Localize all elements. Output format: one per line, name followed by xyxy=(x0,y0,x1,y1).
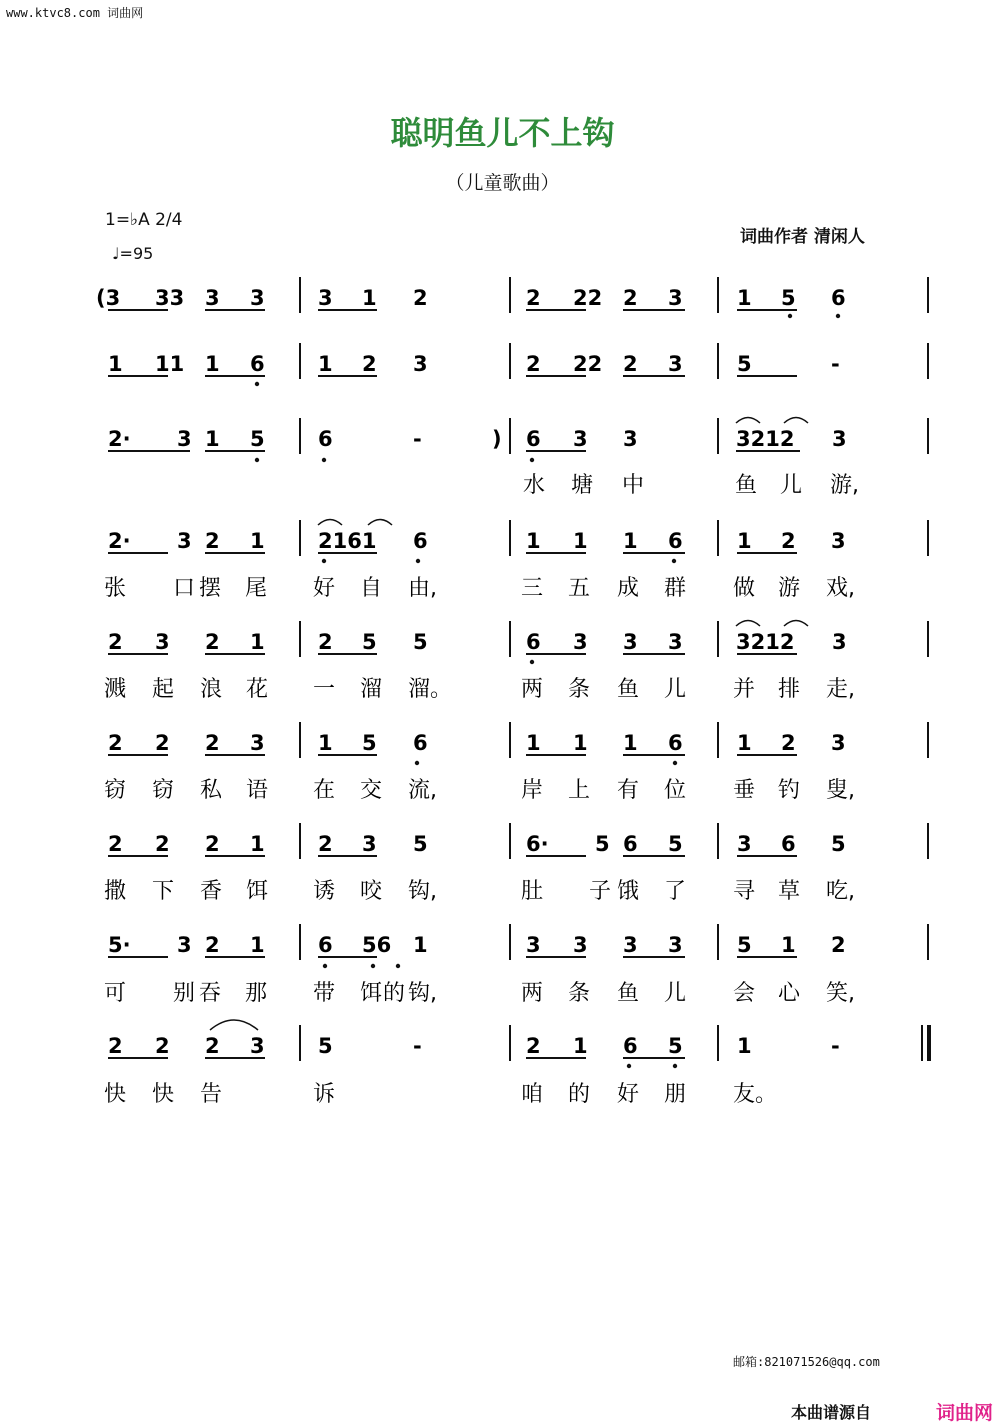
lyric-char: 成 xyxy=(617,576,640,601)
note: 2 xyxy=(205,933,220,957)
lyric-char: 张 xyxy=(104,576,127,601)
lyric-char: 咬 xyxy=(360,879,383,904)
lyric-char: 由, xyxy=(408,576,437,601)
note: 1 xyxy=(573,529,588,553)
note: 6· xyxy=(526,832,549,856)
lyric-char: 溜。 xyxy=(408,677,453,702)
note: 5 xyxy=(668,1034,683,1058)
note: 5 xyxy=(781,286,796,310)
slur xyxy=(736,621,760,627)
lyric-char: 游 xyxy=(778,576,801,601)
note: 2 xyxy=(205,731,220,755)
watermark: www.ktvc8.com 词曲网 xyxy=(6,6,144,20)
note: 5· xyxy=(108,933,131,957)
lyric-char: 饵 xyxy=(246,879,269,904)
lyric-char: 游, xyxy=(830,473,859,498)
octave-dot xyxy=(673,761,677,765)
lyric-char: 浪 xyxy=(200,677,223,702)
slur xyxy=(368,520,392,526)
note: - xyxy=(413,427,422,451)
note: 5 xyxy=(413,832,428,856)
note: 2 xyxy=(781,529,796,553)
lyric-char: 在 xyxy=(313,778,336,803)
note: 1 xyxy=(781,933,796,957)
lyric-char: 下 xyxy=(152,879,175,904)
note: 3 xyxy=(177,933,192,957)
note: 2 xyxy=(526,352,541,376)
octave-dot xyxy=(371,964,375,968)
note: 5 xyxy=(362,630,377,654)
note: 6 xyxy=(526,427,541,451)
lyric-char: 三 xyxy=(521,576,544,601)
lyric-char: 语 xyxy=(246,778,269,803)
note: 3 xyxy=(155,630,170,654)
note: 3212 xyxy=(736,630,795,654)
lyric-char: 垂 xyxy=(733,778,756,803)
note: 2 xyxy=(205,529,220,553)
note: 2 xyxy=(108,731,123,755)
lyric-char: 友。 xyxy=(733,1082,778,1107)
note: 6 xyxy=(831,286,846,310)
lyric-char: 两 xyxy=(521,677,544,702)
lyric-char: 鱼 xyxy=(617,677,640,702)
octave-dot xyxy=(255,458,259,462)
lyric-char: 摆 xyxy=(199,576,222,601)
note: 6 xyxy=(413,731,428,755)
lyric-char: 饿 xyxy=(617,879,640,904)
note: 5 xyxy=(737,352,752,376)
lyric-char: 儿 xyxy=(780,473,803,498)
lyric-char: 条 xyxy=(568,677,591,702)
note: 1 xyxy=(362,286,377,310)
note: 3 xyxy=(668,286,683,310)
lyric-char: 流, xyxy=(408,778,437,803)
lyric-char: 溜 xyxy=(360,677,383,702)
note: 3 xyxy=(668,933,683,957)
tempo-marking: ♩=95 xyxy=(112,244,154,263)
note: 5 xyxy=(831,832,846,856)
note: 2 xyxy=(318,630,333,654)
lyric-char: 一 xyxy=(313,677,336,702)
lyric-char: 交 xyxy=(360,778,383,803)
lyric-char: 儿 xyxy=(664,981,687,1006)
note: 2 xyxy=(623,352,638,376)
note: 5 xyxy=(318,1034,333,1058)
note: 2161 xyxy=(318,529,377,553)
note: 6 xyxy=(623,832,638,856)
note: 3 xyxy=(250,731,265,755)
note: 1 xyxy=(250,832,265,856)
lyric-char: 窃 xyxy=(152,778,175,803)
lyric-char: 叟, xyxy=(826,778,855,803)
note: 5 xyxy=(362,731,377,755)
note: 3 xyxy=(623,933,638,957)
lyric-char: 戏, xyxy=(826,576,855,601)
lyric-char: 寻 xyxy=(733,879,756,904)
lyric-char: 排 xyxy=(778,677,801,702)
lyric-char: 那 xyxy=(245,981,268,1006)
note: 3 xyxy=(318,286,333,310)
note: 3 xyxy=(177,529,192,553)
note: 2 xyxy=(155,1034,170,1058)
note: 3 xyxy=(250,1034,265,1058)
lyric-char: 吃, xyxy=(826,879,855,904)
slur xyxy=(784,621,808,627)
note: 2 xyxy=(155,832,170,856)
note: 22 xyxy=(573,352,603,376)
note: 2 xyxy=(108,1034,123,1058)
lyric-char: 撒 xyxy=(104,879,127,904)
note: 2 xyxy=(413,286,428,310)
octave-dot xyxy=(788,314,792,318)
octave-dot xyxy=(836,314,840,318)
note: 3212 xyxy=(736,427,795,451)
note: 5 xyxy=(250,427,265,451)
lyric-char: 两 xyxy=(521,981,544,1006)
lyric-char: 的 xyxy=(568,1082,591,1107)
note: 3 xyxy=(573,933,588,957)
note: 6 xyxy=(668,529,683,553)
lyric-char: 鱼 xyxy=(617,981,640,1006)
lyric-char: 塘 xyxy=(571,473,594,498)
lyric-char: 钓 xyxy=(778,778,801,803)
note: 1 xyxy=(737,529,752,553)
note: 3 xyxy=(832,630,847,654)
lyric-char: 会 xyxy=(733,981,756,1006)
note: 3 xyxy=(623,630,638,654)
note: 2 xyxy=(362,352,377,376)
note: 3 xyxy=(831,731,846,755)
lyric-char: 群 xyxy=(664,576,687,601)
lyric-char: 做 xyxy=(733,576,756,601)
note: 6 xyxy=(318,427,333,451)
lyric-char: 草 xyxy=(778,879,801,904)
lyric-char: 水 xyxy=(523,473,546,498)
slur xyxy=(736,418,760,424)
lyric-char: 条 xyxy=(568,981,591,1006)
note: 6 xyxy=(250,352,265,376)
note: - xyxy=(413,1034,422,1058)
slur xyxy=(210,1020,258,1030)
octave-dot xyxy=(416,559,420,563)
lyric-char: 儿 xyxy=(664,677,687,702)
note: 56 xyxy=(362,933,392,957)
note: 3 xyxy=(362,832,377,856)
note: 3 xyxy=(526,933,541,957)
lyric-char: 中 xyxy=(622,473,645,498)
lyric-char: 香 xyxy=(200,879,223,904)
lyric-char: 钩, xyxy=(408,981,437,1006)
lyric-char: 吞 xyxy=(199,981,222,1006)
lyric-char: 并 xyxy=(733,677,756,702)
note: 2 xyxy=(781,731,796,755)
note: 2 xyxy=(526,286,541,310)
note: 1 xyxy=(623,529,638,553)
octave-dot xyxy=(415,761,419,765)
lyric-char: 有 xyxy=(617,778,640,803)
note: 6 xyxy=(668,731,683,755)
source-text: 本曲谱源自 xyxy=(791,1403,872,1422)
lyric-char: 尾 xyxy=(245,576,268,601)
note: 5 xyxy=(413,630,428,654)
note: 1 xyxy=(250,630,265,654)
lyric-char: 五 xyxy=(568,576,591,601)
note: 3 xyxy=(413,352,428,376)
lyric-char: 咱 xyxy=(521,1082,544,1107)
note: 2· xyxy=(108,529,131,553)
song-title: 聪明鱼儿不上钩 xyxy=(390,114,615,152)
note: 6 xyxy=(413,529,428,553)
lyric-char: 肚 xyxy=(521,879,544,904)
note: 3 xyxy=(177,427,192,451)
note: 3 xyxy=(205,286,220,310)
note: 1 xyxy=(573,1034,588,1058)
note: 6 xyxy=(623,1034,638,1058)
note: 2 xyxy=(831,933,846,957)
lyric-char: 饵 xyxy=(360,981,383,1006)
note: 3 xyxy=(831,529,846,553)
lyric-char: 快 xyxy=(104,1082,127,1107)
note: 3 xyxy=(623,427,638,451)
note: 2 xyxy=(205,832,220,856)
note: 5 xyxy=(668,832,683,856)
lyric-char: 鱼 xyxy=(735,473,758,498)
octave-dot xyxy=(322,458,326,462)
lyric-char: 带 xyxy=(313,981,336,1006)
note: 1 xyxy=(318,352,333,376)
note: 1 xyxy=(623,731,638,755)
lyric-char: 诱 xyxy=(313,879,336,904)
lyric-char: 告 xyxy=(200,1082,223,1107)
note: 1 xyxy=(250,933,265,957)
lyric-char: 笑, xyxy=(826,981,855,1006)
note: 1 xyxy=(737,1034,752,1058)
slur xyxy=(318,520,342,526)
lyric-char: 自 xyxy=(360,576,383,601)
note: (3 xyxy=(96,286,121,310)
note: - xyxy=(831,352,840,376)
octave-dot xyxy=(627,1064,631,1068)
note: 3 xyxy=(668,630,683,654)
note: 5 xyxy=(595,832,610,856)
note: 1 xyxy=(573,731,588,755)
note: 2 xyxy=(205,1034,220,1058)
note: 1 xyxy=(205,427,220,451)
octave-dot xyxy=(396,964,400,968)
octave-dot xyxy=(323,964,327,968)
email-address: 邮箱:821071526@qq.com xyxy=(733,1355,880,1369)
lyric-char: 诉 xyxy=(313,1082,336,1107)
lyric-char: 上 xyxy=(568,778,591,803)
song-subtitle: （儿童歌曲） xyxy=(445,172,560,194)
lyric-char: 岸 xyxy=(521,778,544,803)
lyric-char: 起 xyxy=(152,677,175,702)
lyric-char: 钩, xyxy=(408,879,437,904)
note: 3 xyxy=(668,352,683,376)
note: 22 xyxy=(573,286,603,310)
note: 1 xyxy=(250,529,265,553)
lyric-char: 好 xyxy=(313,576,336,601)
note: 33 xyxy=(155,286,185,310)
note: 6 xyxy=(781,832,796,856)
note: 1 xyxy=(526,731,541,755)
note: 2 xyxy=(526,1034,541,1058)
note: 1 xyxy=(205,352,220,376)
octave-dot xyxy=(672,559,676,563)
octave-dot xyxy=(673,1064,677,1068)
lyric-char: 的 xyxy=(383,981,406,1006)
note: 2 xyxy=(108,832,123,856)
octave-dot xyxy=(255,382,259,386)
note: 1 xyxy=(318,731,333,755)
note: 3 xyxy=(573,630,588,654)
note: ) xyxy=(492,427,502,451)
note: 2 xyxy=(623,286,638,310)
note: 1 xyxy=(526,529,541,553)
lyric-char: 子 xyxy=(589,879,612,904)
composer-credit: 词曲作者 清闲人 xyxy=(740,227,865,247)
lyric-char: 别 xyxy=(173,981,196,1006)
lyric-char: 走, xyxy=(826,677,855,702)
lyric-char: 花 xyxy=(246,677,269,702)
note: 3 xyxy=(832,427,847,451)
octave-dot xyxy=(530,660,534,664)
lyric-char: 窃 xyxy=(104,778,127,803)
lyric-char: 位 xyxy=(664,778,687,803)
note: 6 xyxy=(318,933,333,957)
octave-dot xyxy=(530,458,534,462)
slur xyxy=(784,418,808,424)
lyric-char: 了 xyxy=(664,879,687,904)
lyric-char: 心 xyxy=(778,981,801,1006)
note: 3 xyxy=(250,286,265,310)
lyric-char: 溅 xyxy=(104,677,127,702)
note: 2 xyxy=(318,832,333,856)
lyric-char: 好 xyxy=(617,1082,640,1107)
note: 2 xyxy=(108,630,123,654)
note: 3 xyxy=(737,832,752,856)
note: 1 xyxy=(737,286,752,310)
note: 6 xyxy=(526,630,541,654)
note: 1 xyxy=(413,933,428,957)
note: - xyxy=(831,1034,840,1058)
site-logo: 词曲网 xyxy=(936,1402,994,1424)
lyric-char: 私 xyxy=(200,778,223,803)
lyric-char: 可 xyxy=(104,981,127,1006)
note: 2 xyxy=(155,731,170,755)
note: 1 xyxy=(737,731,752,755)
lyric-char: 口 xyxy=(173,576,196,601)
lyric-char: 快 xyxy=(152,1082,175,1107)
key-signature: 1=♭A 2/4 xyxy=(105,210,183,230)
note: 3 xyxy=(573,427,588,451)
lyric-char: 朋 xyxy=(664,1082,687,1107)
octave-dot xyxy=(322,559,326,563)
note: 1 xyxy=(108,352,123,376)
note: 5 xyxy=(737,933,752,957)
note: 2· xyxy=(108,427,131,451)
note: 11 xyxy=(155,352,185,376)
note: 2 xyxy=(205,630,220,654)
